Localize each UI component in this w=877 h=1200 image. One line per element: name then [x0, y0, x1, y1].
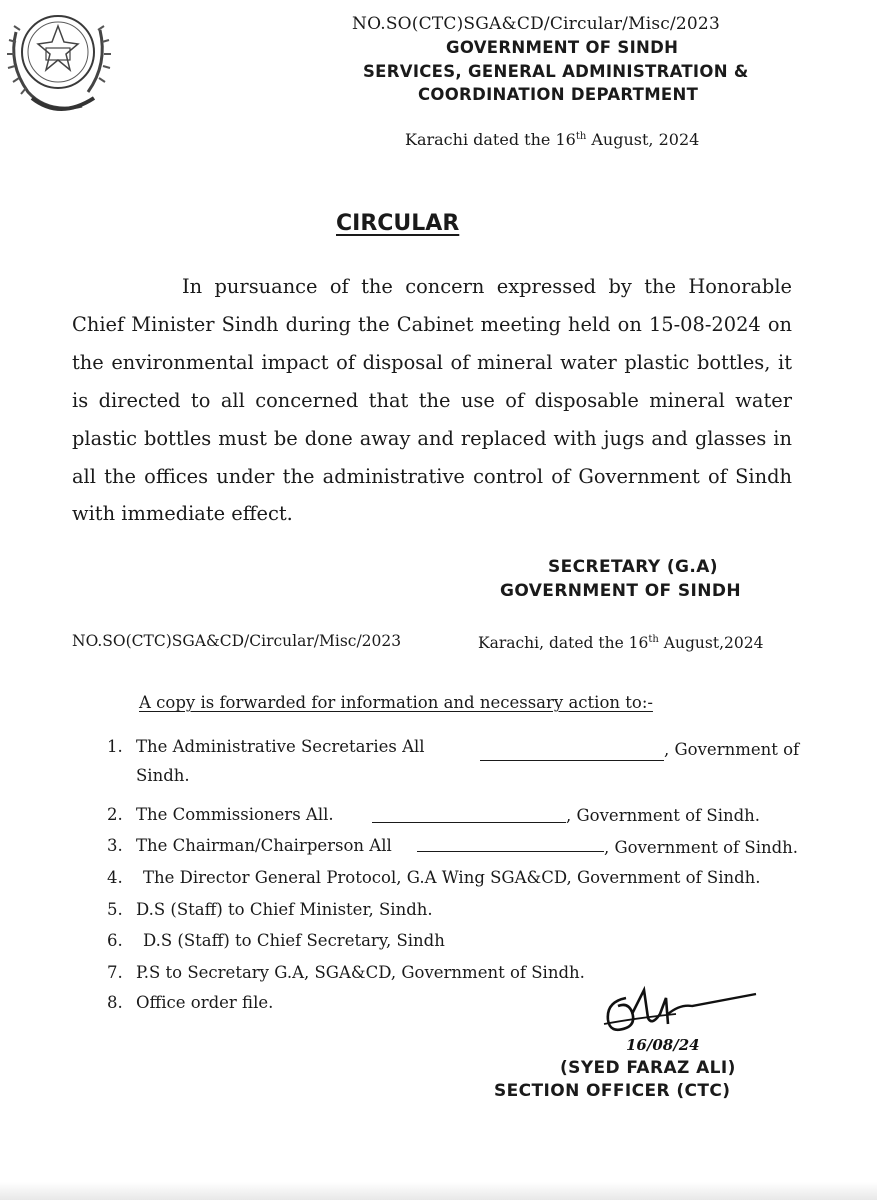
- endorsement-date: Karachi, dated the 16th August,2024: [478, 634, 764, 652]
- list-item-continuation: Sindh.: [136, 766, 190, 785]
- list-item-number: 2.: [107, 805, 123, 824]
- list-item: The Director General Protocol, G.A Wing SGA&CD, Government of Sindh.: [143, 868, 761, 887]
- blank-line: [480, 748, 664, 761]
- copy-forwarded-line: A copy is forwarded for information and necessary action to:-: [139, 693, 653, 712]
- list-item-number: 3.: [107, 836, 123, 855]
- list-item-number: 7.: [107, 963, 123, 982]
- list-item: D.S (Staff) to Chief Secretary, Sindh: [143, 931, 445, 950]
- signatory-office: GOVERNMENT OF SINDH: [500, 581, 742, 601]
- officer-name: (SYED FARAZ ALI): [560, 1058, 736, 1078]
- department-name-line-2: COORDINATION DEPARTMENT: [418, 85, 699, 104]
- issue-date: Karachi dated the 16th August, 2024: [405, 130, 700, 149]
- list-item-number: 6.: [107, 931, 123, 950]
- list-item: D.S (Staff) to Chief Minister, Sindh.: [136, 900, 433, 919]
- list-item-suffix: , Government of Sindh.: [604, 838, 799, 857]
- circular-body: In pursuance of the concern expressed by the Honorable Chief Minister Sindh during the Cabinet meeting held on 15-08-2024 on the environmental impact of disposal of mineral water plastic bottles, it is directed to all concerned that the use of disposable mineral water plastic bottles must be done away and replaced with jugs and glasses in all the offices under the administrative control of Government of Sindh with immediate effect.: [72, 275, 792, 526]
- document-title: CIRCULAR: [336, 211, 460, 236]
- signatory-title: SECRETARY (G.A): [548, 557, 718, 577]
- government-seal-emblem: [2, 2, 118, 118]
- list-item-number: 8.: [107, 993, 123, 1012]
- list-item-suffix: , Government of Sindh.: [566, 806, 761, 825]
- list-item-number: 4.: [107, 868, 123, 887]
- list-item: The Commissioners All.: [136, 805, 334, 824]
- list-item-suffix: , Government of: [664, 740, 800, 759]
- signature-date: 16/08/24: [626, 1036, 700, 1054]
- list-item: Office order file.: [136, 993, 274, 1012]
- list-item: The Chairman/Chairperson All: [136, 836, 392, 855]
- list-item: P.S to Secretary G.A, SGA&CD, Government of Sindh.: [136, 963, 585, 982]
- page-bottom-edge: [0, 1182, 877, 1200]
- blank-line: [372, 810, 566, 823]
- reference-number: NO.SO(CTC)SGA&CD/Circular/Misc/2023: [352, 14, 720, 34]
- list-item-number: 1.: [107, 737, 123, 756]
- government-name: GOVERNMENT OF SINDH: [446, 38, 679, 57]
- endorsement-reference-number: NO.SO(CTC)SGA&CD/Circular/Misc/2023: [72, 632, 402, 650]
- officer-designation: SECTION OFFICER (CTC): [494, 1081, 731, 1101]
- list-item: The Administrative Secretaries All: [136, 737, 425, 756]
- department-name-line-1: SERVICES, GENERAL ADMINISTRATION &: [363, 62, 749, 81]
- blank-line: [417, 839, 604, 852]
- list-item-number: 5.: [107, 900, 123, 919]
- handwritten-signature: [596, 984, 761, 1056]
